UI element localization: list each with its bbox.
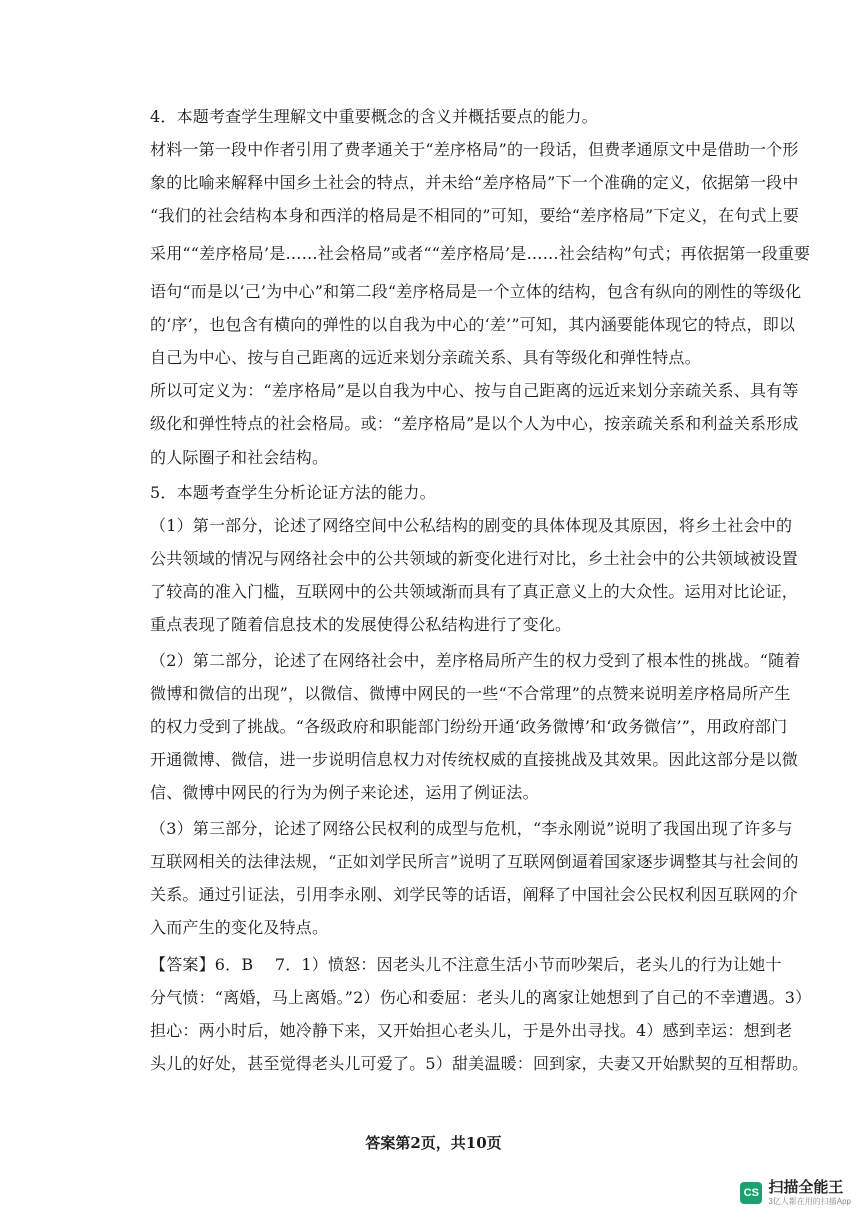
watermark-text xyxy=(768,1180,851,1206)
text-line: （2）第二部分，论述了在网络社会中，差序格局所产生的权力受到了根本性的挑战。“随着 xyxy=(150,651,801,670)
text-line: 开通微博、微信，进一步说明信息权力对传统权威的直接挑战及其效果。因此这部分是以微 xyxy=(150,750,799,769)
text-line: 的‘序’，也包含有横向的弹性的以自我为中心的‘差’”可知，其内涵要能体现它的特点，即以 xyxy=(150,315,796,334)
text-line: 的权力受到了挑战。“各级政府和职能部门纷纷开通‘政务微博’和‘政务微信’”，用政府部门 xyxy=(150,717,788,736)
text-line: 所以可定义为：“差序格局”是以自我为中心、按与自己距离的远近来划分亲疏关系、具有等 xyxy=(150,381,799,400)
page-footer: 答案第2页，共10页 xyxy=(365,1134,502,1152)
watermark-app-name: 扫描全能王 xyxy=(768,1179,844,1196)
watermark-tagline: 3亿人都在用的扫描App xyxy=(768,1197,851,1206)
text-line: 自己为中心、按与自己距离的远近来划分亲疏关系、具有等级化和弹性特点。 xyxy=(150,348,701,367)
text-line: 了较高的准入门槛，互联网中的公共领域渐而具有了真正意义上的大众性。运用对比论证， xyxy=(150,582,799,601)
text-line: “我们的社会结构本身和西洋的格局是不相同的”可知，要给“差序格局”下定义，在句式上要 xyxy=(150,206,800,225)
text-line: （1）第一部分，论述了网络空间中公私结构的剧变的具体体现及其原因，将乡土社会中的 xyxy=(150,516,793,535)
text-line: 入而产生的变化及特点。 xyxy=(150,918,329,937)
text-line: 关系。通过引证法，引用李永刚、刘学民等的话语，阐释了中国社会公民权利因互联网的介 xyxy=(150,885,799,904)
text-line: 4．本题考查学生理解文中重要概念的含义并概括要点的能力。 xyxy=(150,107,598,126)
text-line: 象的比喻来解释中国乡土社会的特点，并未给“差序格局”下一个准确的定义，依据第一段中 xyxy=(150,173,799,192)
answer-line: 担心：两小时后，她冷静下来，又开始担心老头儿，于是外出寻找。4）感到幸运：想到老 xyxy=(150,1021,793,1040)
section-heading: 5．本题考查学生分析论证方法的能力。 xyxy=(150,483,436,502)
answer-line: 【答案】6．B 7．1）愤怒：因老头儿不注意生活小节而吵架后，老头儿的行为让她十 xyxy=(150,955,782,974)
text-line: 信、微博中网民的行为为例子来论述，运用了例证法。 xyxy=(150,783,539,802)
text-line: （3）第三部分，论述了网络公民权利的成型与危机，“李永刚说”说明了我国出现了许多与 xyxy=(150,819,793,838)
text-line: 语句“而是以‘己’为中心”和第二段“差序格局是一个立体的结构，包含有纵向的刚性的等级化 xyxy=(150,282,802,301)
text-line: 的人际圈子和社会结构。 xyxy=(150,448,329,467)
text-line: 公共领域的情况与网络社会中的公共领域的新变化进行对比，乡土社会中的公共领域被设置 xyxy=(150,549,799,568)
text-line: 重点表现了随着信息技术的发展使得公私结构进行了变化。 xyxy=(150,615,572,634)
text-line: 级化和弹性特点的社会格局。或：“差序格局”是以个人为中心，按亲疏关系和利益关系形成 xyxy=(150,414,799,433)
text-line: 互联网相关的法律法规，“正如刘学民所言”说明了互联网倒逼着国家逐步调整其与社会间的 xyxy=(150,852,799,871)
answer-line: 头儿的好处，甚至觉得老头儿可爱了。5）甜美温暖：回到家，夫妻又开始默契的互相帮助。 xyxy=(150,1054,809,1073)
text-line: 采用““差序格局’是……社会格局”或者““差序格局’是……社会结构”句式；再依据第一段重要 xyxy=(150,244,811,263)
scanner-watermark xyxy=(740,1180,851,1206)
text-line: 材料一第一段中作者引用了费孝通关于“差序格局”的一段话，但费孝通原文中是借助一个形 xyxy=(150,140,799,159)
text-line: 微博和微信的出现”，以微信、微博中网民的一些“不合常理”的点赞来说明差序格局所产生 xyxy=(150,684,791,703)
camscanner-logo-icon: CS xyxy=(740,1182,762,1204)
answer-line: 分气愤：“离婚，马上离婚。”2）伤心和委屈：老头儿的离家让她想到了自己的不幸遭遇。3） xyxy=(150,988,812,1007)
